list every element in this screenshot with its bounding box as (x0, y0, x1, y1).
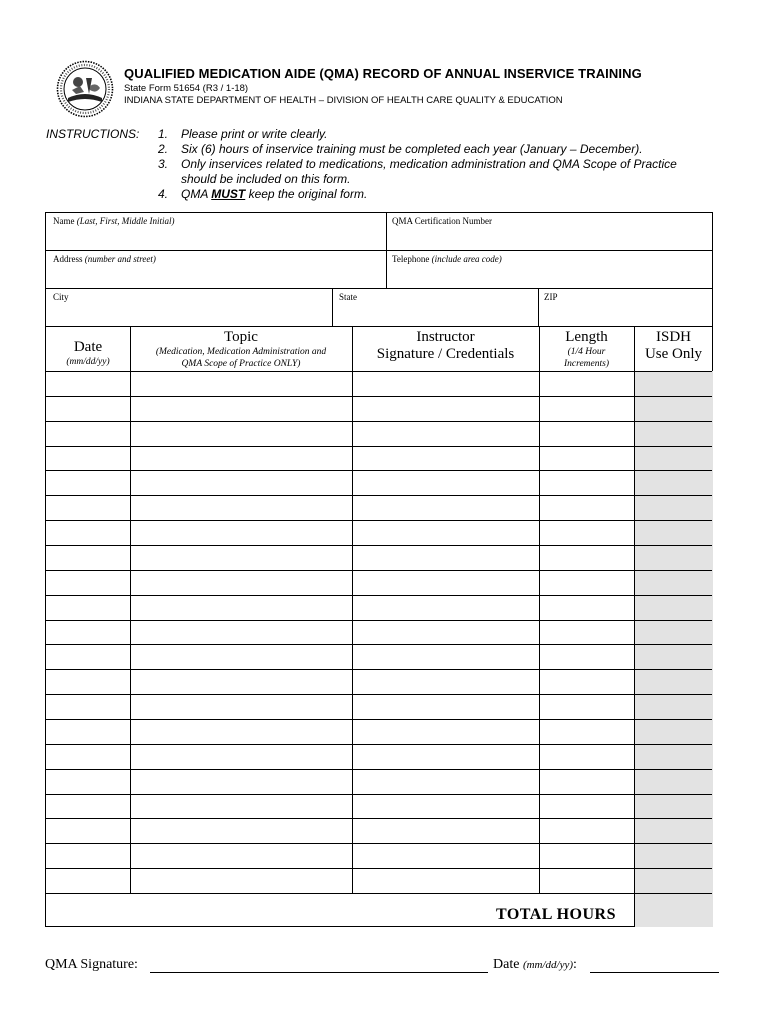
table-row-line (46, 545, 712, 546)
form-number: State Form 51654 (R3 / 1-18) (124, 83, 249, 94)
state-field[interactable] (339, 292, 357, 302)
telephone-field[interactable] (392, 254, 502, 264)
divider (130, 326, 131, 893)
instruction-number: 1. (158, 127, 169, 141)
divider (538, 288, 539, 326)
table-row-line (46, 644, 712, 645)
isdh-header-title: ISDH (655, 329, 691, 345)
date-line[interactable] (590, 972, 719, 973)
date-label: Date (493, 957, 523, 972)
instruction-text: Six (6) hours of inservice training must be completed each year (January – December). (181, 142, 643, 156)
training-record-form (45, 212, 713, 927)
divider (332, 288, 333, 326)
table-row-line (46, 446, 712, 447)
instruction-emphasis: MUST (211, 187, 246, 201)
name-hint: (Last, First, Middle Initial) (76, 216, 175, 226)
divider (46, 288, 712, 289)
date-colon: : (573, 957, 577, 972)
instruction-text-part: keep the original form. (245, 187, 368, 201)
zip-label: ZIP (544, 292, 558, 302)
instruction-number: 4. (158, 187, 169, 201)
qma-cert-label: QMA Certification Number (392, 216, 492, 226)
instruction-text: Only inservices related to medications, medication administration and QMA Scope of Practice (181, 157, 677, 171)
department-name: INDIANA STATE DEPARTMENT OF HEALTH – DIVISION OF HEALTH CARE QUALITY & EDUCATION (124, 95, 563, 106)
table-row-line (46, 744, 712, 745)
table-row-line (46, 794, 712, 795)
length-header-note: Increments) (563, 359, 610, 369)
table-row-line (46, 818, 712, 819)
city-label: City (53, 292, 69, 302)
instruction-text (181, 187, 718, 202)
telephone-label: Telephone (392, 254, 432, 264)
divider (539, 326, 540, 893)
instruction-item (158, 157, 718, 172)
address-hint: (number and street) (84, 254, 156, 264)
isdh-header-subtitle: Use Only (644, 346, 703, 362)
table-row-line (46, 470, 712, 471)
table-row-line (46, 843, 712, 844)
length-header-title: Length (565, 329, 608, 345)
table-row-line (46, 595, 712, 596)
table-row-line (46, 719, 712, 720)
table-row-line (46, 520, 712, 521)
instructor-header-subtitle: Signature / Credentials (376, 346, 515, 362)
zip-field[interactable] (544, 292, 558, 302)
table-row-line (46, 570, 712, 571)
column-header-isdh (634, 329, 713, 363)
instruction-number: 2. (158, 142, 169, 156)
address-field[interactable] (53, 254, 156, 264)
name-field[interactable] (53, 216, 175, 226)
topic-header-title: Topic (224, 329, 258, 345)
qma-signature-line[interactable] (150, 972, 488, 973)
table-row-line (46, 396, 712, 397)
column-header-date (46, 339, 130, 368)
topic-header-note: (Medication, Medication Administration and (155, 347, 327, 357)
qma-signature-label: QMA Signature: (45, 957, 138, 972)
table-row-line (46, 669, 712, 670)
state-label: State (339, 292, 357, 302)
instruction-text: Please print or write clearly. (181, 127, 328, 141)
total-hours-label: TOTAL HOURS (495, 906, 616, 923)
table-row-line (46, 421, 712, 422)
form-title: QUALIFIED MEDICATION AIDE (QMA) RECORD OF ANNUAL INSERVICE TRAINING (124, 66, 642, 81)
topic-header-note: QMA Scope of Practice ONLY) (181, 359, 301, 369)
table-row-line (46, 769, 712, 770)
table-row-line (46, 893, 712, 894)
instruction-number: 3. (158, 157, 169, 171)
table-row-line (46, 694, 712, 695)
column-header-length (539, 329, 634, 370)
instructions-label: INSTRUCTIONS: (46, 127, 140, 141)
column-header-instructor (352, 329, 539, 363)
divider (386, 213, 387, 288)
instructor-header-title: Instructor (416, 329, 475, 345)
date-header-title: Date (73, 339, 103, 355)
divider (352, 326, 353, 893)
name-label: Name (53, 216, 77, 226)
instruction-item (158, 187, 718, 202)
column-header-topic (130, 329, 352, 370)
instruction-continuation: should be included on this form. (181, 172, 351, 186)
divider (634, 326, 635, 927)
isdh-total-cell (634, 893, 713, 927)
table-row-line (46, 371, 712, 372)
divider (46, 250, 712, 251)
length-header-note: (1/4 Hour (567, 347, 606, 357)
divider (46, 326, 712, 327)
qma-cert-field[interactable] (392, 216, 492, 226)
date-header-format: (mm/dd/yy) (66, 357, 110, 367)
isdh-shaded-column (634, 371, 713, 893)
instruction-item (158, 142, 718, 157)
table-row-line (46, 868, 712, 869)
state-seal-icon (56, 60, 114, 118)
date-format-hint: (mm/dd/yy) (522, 959, 574, 971)
address-label: Address (53, 254, 85, 264)
telephone-hint: (include area code) (431, 254, 502, 264)
instructions-list (158, 127, 718, 202)
date-label-group (493, 957, 577, 973)
table-row-line (46, 495, 712, 496)
table-row-line (46, 620, 712, 621)
instruction-item (158, 127, 718, 142)
city-field[interactable] (53, 292, 69, 302)
instruction-text-part: QMA (181, 187, 212, 201)
